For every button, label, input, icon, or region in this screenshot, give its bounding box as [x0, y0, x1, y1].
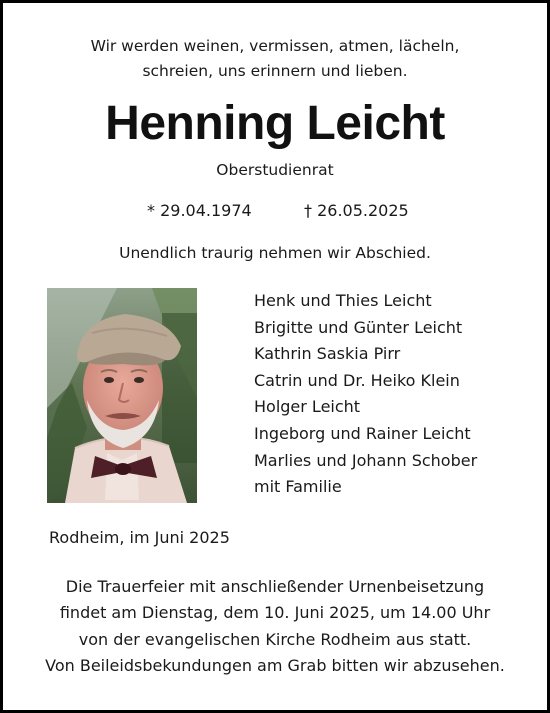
farewell-text: Unendlich traurig nehmen wir Abschied. [119, 244, 431, 262]
ceremony-line-1: Die Trauerfeier mit anschließender Urnenbeisetzung [65, 577, 485, 596]
mourner-name: Holger Leicht [254, 397, 361, 417]
ceremony-line-3: von der evangelischen Kirche Rodheim aus statt. [78, 630, 472, 649]
mourner-name: Brigitte und Günter Leicht [254, 317, 463, 337]
birth-date: * 29.04.1974 [147, 201, 252, 220]
death-date: † 26.05.2025 [304, 201, 409, 220]
mourner-name: Catrin und Dr. Heiko Klein [254, 370, 460, 390]
deceased-name: Henning Leicht [105, 97, 445, 150]
quote-line-2: schreien, uns erinnern und lieben. [142, 62, 408, 80]
mourner-name: mit Familie [254, 477, 342, 497]
portrait-photo [47, 288, 197, 503]
mourner-name: Henk und Thies Leicht [254, 291, 432, 310]
mourner-name: Marlies und Johann Schober [254, 450, 478, 470]
mourner-name: Kathrin Saskia Pirr [254, 344, 401, 364]
ceremony-line-2: findet am Dienstag, dem 10. Juni 2025, um 14.00 Uhr [59, 603, 491, 622]
ceremony-line-4: Von Beileidsbekundungen am Grab bitten wir abzusehen. [45, 656, 505, 675]
mourners-list [254, 288, 477, 501]
mourner-name: Ingeborg und Rainer Leicht [254, 423, 471, 443]
place-date: Rodheim, im Juni 2025 [49, 528, 230, 547]
deceased-title: Oberstudienrat [216, 161, 334, 179]
quote-line-1: Wir werden weinen, vermissen, atmen, lächeln, [90, 37, 460, 55]
